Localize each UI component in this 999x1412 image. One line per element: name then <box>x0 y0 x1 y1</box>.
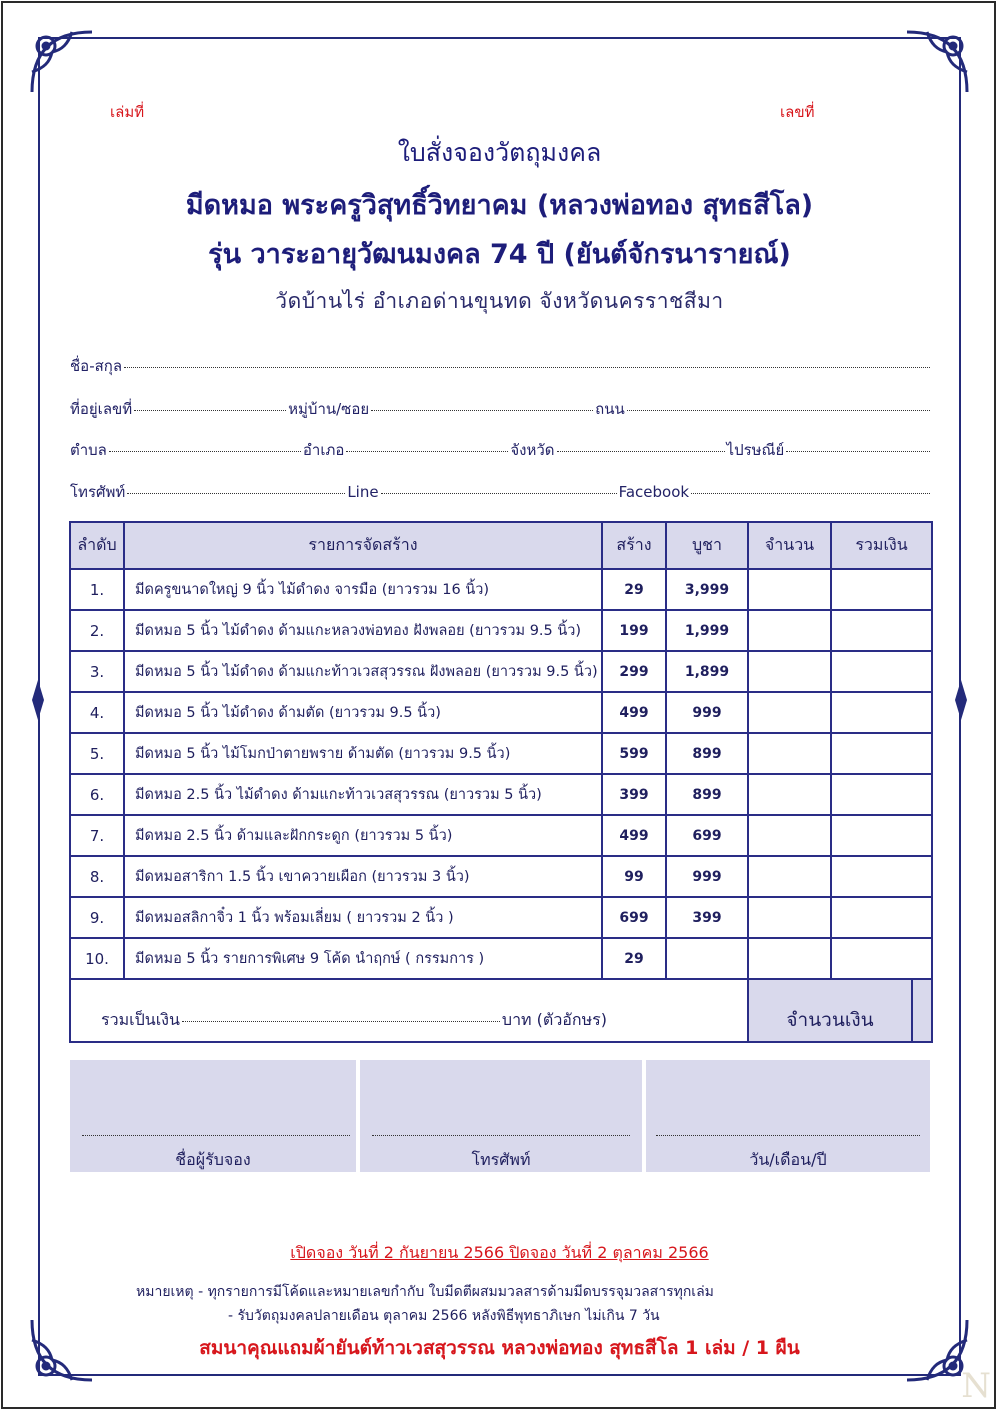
row-item: มีดหมอสาริกา 1.5 นิ้ว เขาควายเผือก (ยาวรวม 3 นิ้ว) <box>124 856 602 897</box>
side-diamond-right <box>955 680 967 720</box>
row-number: 9. <box>70 897 124 938</box>
village-label: หมู่บ้าน/ซอย <box>288 400 370 418</box>
total-amount-group <box>748 979 932 1042</box>
phone-signature-box <box>360 1060 642 1172</box>
row-number: 7. <box>70 815 124 856</box>
row-number: 10. <box>70 938 124 979</box>
contact-row <box>70 480 932 504</box>
row-quantity-input[interactable] <box>748 897 831 938</box>
line-field[interactable] <box>381 492 617 494</box>
row-item: มีดหมอ 5 นิ้ว ไม้ดำดง ด้ามแกะหลวงพ่อทอง ฝังพลอย (ยาวรวม 9.5 นิ้ว) <box>124 610 602 651</box>
order-table <box>69 521 933 1043</box>
total-in-words-dots <box>182 1021 500 1022</box>
district-label: อำเภอ <box>302 441 345 459</box>
row-item: มีดหมอ 5 นิ้ว ไม้ดำดง ด้ามตัด (ยาวรวม 9.5 นิ้ว) <box>124 692 602 733</box>
remark-line-2: - รับวัตถุมงคลปลายเดือน ตุลาคม 2566 หลังพิธีพุทธาภิเษก ไม่เกิน 7 วัน <box>228 1308 660 1324</box>
watermark-logo: N <box>961 1366 991 1406</box>
row-price: 3,999 <box>666 569 748 610</box>
row-number: 1. <box>70 569 124 610</box>
date-signature-box <box>646 1060 930 1172</box>
row-number: 4. <box>70 692 124 733</box>
row-total-input[interactable] <box>831 610 932 651</box>
row-quantity-input[interactable] <box>748 692 831 733</box>
row-item: มีดหมอ 2.5 นิ้ว ไม้ดำดง ด้ามแกะท้าวเวสสุวรรณ (ยาวรวม 5 นิ้ว) <box>124 774 602 815</box>
row-made: 29 <box>602 569 666 610</box>
row-number: 3. <box>70 651 124 692</box>
row-made: 29 <box>602 938 666 979</box>
row-total-input[interactable] <box>831 938 932 979</box>
row-total-input[interactable] <box>831 815 932 856</box>
side-diamond-left <box>32 680 44 720</box>
row-price: 699 <box>666 815 748 856</box>
table-row <box>70 897 932 938</box>
district-row <box>70 438 932 462</box>
receiver-caption: ชื่อผู้รับจอง <box>175 1150 251 1169</box>
remark-line-1: หมายเหตุ - ทุกรายการมีโค้ดและหมายเลขกำกับ ใบมีดตีผสมมวลสารด้ามมีดบรรจุมวลสารทุกเล่ม <box>136 1284 714 1300</box>
table-header-row <box>70 522 932 569</box>
row-quantity-input[interactable] <box>748 651 831 692</box>
row-quantity-input[interactable] <box>748 815 831 856</box>
table-row <box>70 610 932 651</box>
village-field[interactable] <box>371 409 593 411</box>
table-row <box>70 815 932 856</box>
road-field[interactable] <box>627 409 930 411</box>
province-field[interactable] <box>557 450 725 452</box>
row-price <box>666 938 748 979</box>
row-item: มีดหมอ 5 นิ้ว ไม้ดำดง ด้ามแกะท้าวเวสสุวรรณ ฝังพลอย (ยาวรวม 9.5 นิ้ว) <box>124 651 602 692</box>
column-header-made: สร้าง <box>602 522 666 569</box>
total-in-words-suffix: บาท (ตัวอักษร) <box>501 1010 607 1029</box>
receiver-signature-line[interactable] <box>82 1135 350 1136</box>
promotion-text: สมนาคุณแถมผ้ายันต์ท้าวเวสสุวรรณ หลวงพ่อทอง สุทธสีโล 1 เล่ม / 1 ผืน <box>199 1337 800 1359</box>
total-amount-label: จำนวนเงิน <box>749 980 913 1041</box>
postcode-label: ไปรษณีย์ <box>726 441 785 459</box>
row-made: 499 <box>602 692 666 733</box>
postcode-field[interactable] <box>786 450 930 452</box>
form-title: ใบสั่งจองวัตถุมงคล <box>397 138 602 167</box>
table-row <box>70 774 932 815</box>
row-item: มีดหมอ 2.5 นิ้ว ด้ามและฝักกระดูก (ยาวรวม 5 นิ้ว) <box>124 815 602 856</box>
row-price: 399 <box>666 897 748 938</box>
row-total-input[interactable] <box>831 856 932 897</box>
row-made: 199 <box>602 610 666 651</box>
column-header-no: ลำดับ <box>70 522 124 569</box>
row-item: มีดหมอสลิกาจิ๋ว 1 นิ้ว พร้อมเลี่ยม ( ยาวรวม 2 นิ้ว ) <box>124 897 602 938</box>
total-amount-cell[interactable] <box>913 980 931 1041</box>
row-item: มีดหมอ 5 นิ้ว ไม้โมกป่าตายพราย ด้ามตัด (ยาวรวม 9.5 นิ้ว) <box>124 733 602 774</box>
row-made: 399 <box>602 774 666 815</box>
row-total-input[interactable] <box>831 733 932 774</box>
row-made: 299 <box>602 651 666 692</box>
receiver-signature-box <box>70 1060 356 1172</box>
phone-label: โทรศัพท์ <box>70 483 126 501</box>
district-field[interactable] <box>346 450 508 452</box>
column-header-price: บูชา <box>666 522 748 569</box>
row-made: 699 <box>602 897 666 938</box>
date-signature-line[interactable] <box>656 1135 920 1136</box>
row-quantity-input[interactable] <box>748 733 831 774</box>
road-label: ถนน <box>595 400 625 418</box>
table-row <box>70 733 932 774</box>
row-item: มีดครูขนาดใหญ่ 9 นิ้ว ไม้ดำดง จารมือ (ยาวรวม 16 นิ้ว) <box>124 569 602 610</box>
row-total-input[interactable] <box>831 774 932 815</box>
row-made: 99 <box>602 856 666 897</box>
row-quantity-input[interactable] <box>748 569 831 610</box>
row-price: 899 <box>666 733 748 774</box>
row-price: 1,999 <box>666 610 748 651</box>
address-no-field[interactable] <box>134 409 286 411</box>
table-row <box>70 692 932 733</box>
column-header-item: รายการจัดสร้าง <box>124 522 602 569</box>
amulet-title: มีดหมอ พระครูวิสุทธิ์วิทยาคม (หลวงพ่อทอง สุทธสีโล) <box>185 190 814 221</box>
total-in-words-label: รวมเป็นเงิน <box>101 1010 180 1029</box>
phone-field[interactable] <box>127 492 345 494</box>
row-quantity-input[interactable] <box>748 938 831 979</box>
date-caption: วัน/เดือน/ปี <box>749 1150 827 1169</box>
subdistrict-field[interactable] <box>109 450 301 452</box>
row-number: 2. <box>70 610 124 651</box>
row-number: 8. <box>70 856 124 897</box>
row-price: 999 <box>666 692 748 733</box>
column-header-quantity: จำนวน <box>748 522 831 569</box>
facebook-label: Facebook <box>618 483 690 501</box>
table-row <box>70 651 932 692</box>
table-row <box>70 856 932 897</box>
corner-ornament-top-right <box>897 22 977 102</box>
name-field[interactable] <box>124 366 930 368</box>
phone-caption: โทรศัพท์ <box>471 1150 531 1169</box>
row-price: 1,899 <box>666 651 748 692</box>
phone-signature-line[interactable] <box>372 1135 630 1136</box>
row-quantity-input[interactable] <box>748 610 831 651</box>
row-number: 6. <box>70 774 124 815</box>
temple-location: วัดบ้านไร่ อำเภอด่านขุนทด จังหวัดนครราชสีมา <box>275 289 724 313</box>
address-no-label: ที่อยู่เลขที่ <box>70 400 133 418</box>
table-row <box>70 569 932 610</box>
table-row <box>70 938 932 979</box>
book-number-label: เล่มที่ <box>110 103 145 121</box>
name-label: ชื่อ-สกุล <box>70 357 123 375</box>
row-number: 5. <box>70 733 124 774</box>
row-total-input[interactable] <box>831 569 932 610</box>
booking-dates: เปิดจอง วันที่ 2 กันยายน 2566 ปิดจอง วันที่ 2 ตุลาคม 2566 <box>290 1243 709 1262</box>
row-total-input[interactable] <box>831 692 932 733</box>
total-in-words-cell[interactable] <box>70 979 748 1042</box>
row-made: 499 <box>602 815 666 856</box>
row-item: มีดหมอ 5 นิ้ว รายการพิเศษ 9 โค้ด นำฤกษ์ ( กรรมการ ) <box>124 938 602 979</box>
document-number-label: เลขที่ <box>780 103 815 121</box>
row-total-input[interactable] <box>831 897 932 938</box>
total-row <box>70 979 932 1042</box>
facebook-field[interactable] <box>691 492 930 494</box>
row-total-input[interactable] <box>831 651 932 692</box>
province-label: จังหวัด <box>510 441 555 459</box>
line-label: Line <box>347 483 379 501</box>
edition-title: รุ่น วาระอายุวัฒนมงคล 74 ปี (ยันต์จักรนารายณ์) <box>208 239 791 270</box>
corner-ornament-top-left <box>22 22 102 102</box>
column-header-total: รวมเงิน <box>831 522 932 569</box>
subdistrict-label: ตำบล <box>70 441 107 459</box>
row-price: 899 <box>666 774 748 815</box>
row-quantity-input[interactable] <box>748 856 831 897</box>
name-row <box>70 354 932 378</box>
row-made: 599 <box>602 733 666 774</box>
row-quantity-input[interactable] <box>748 774 831 815</box>
row-price: 999 <box>666 856 748 897</box>
address-row <box>70 397 932 421</box>
